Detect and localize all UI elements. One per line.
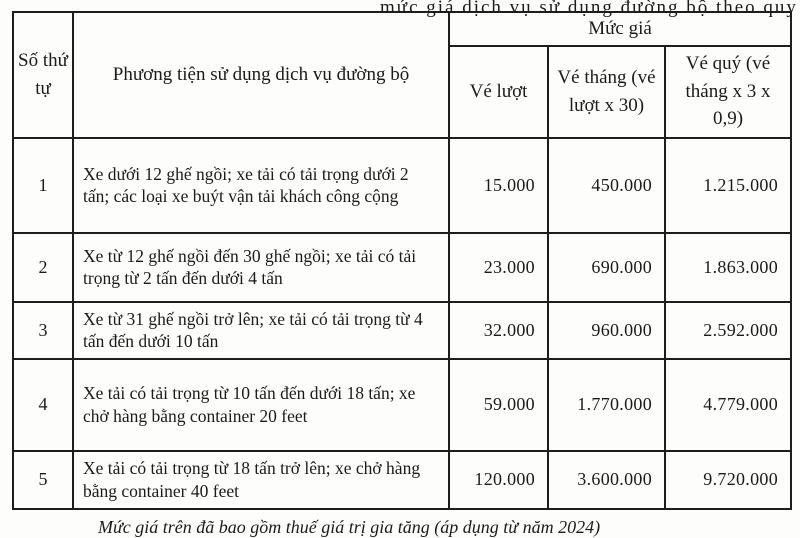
table-row (13, 233, 791, 302)
cell-vehicle-description: Xe từ 31 ghế ngồi trở lên; xe tải có tải trọng từ 4 tấn đến dưới 10 tấn (73, 302, 449, 359)
cell-vehicle-description: Xe từ 12 ghế ngồi đến 30 ghế ngồi; xe tải có tải trọng từ 2 tấn đến dưới 4 tấn (73, 233, 449, 302)
cell-price-per-trip: 23.000 (449, 233, 548, 302)
cell-price-monthly: 690.000 (548, 233, 665, 302)
cell-vehicle-description: Xe tải có tải trọng từ 18 tấn trở lên; xe chở hàng bằng container 40 feet (73, 451, 449, 509)
cell-price-per-trip: 59.000 (449, 359, 548, 451)
header-ve-luot: Vé lượt (449, 46, 548, 138)
header-ve-quy: Vé quý (vé tháng x 3 x 0,9) (665, 46, 791, 138)
cell-price-per-trip: 15.000 (449, 138, 548, 233)
cell-vehicle-description: Xe dưới 12 ghế ngồi; xe tải có tải trọng dưới 2 tấn; các loại xe buýt vận tải khách công cộng (73, 138, 449, 233)
cell-price-quarterly: 2.592.000 (665, 302, 791, 359)
header-muc-gia: Mức giá (449, 12, 791, 46)
clipped-text-line-top (380, 0, 798, 18)
cell-price-quarterly: 4.779.000 (665, 359, 791, 451)
cell-price-per-trip: 32.000 (449, 302, 548, 359)
cell-price-monthly: 960.000 (548, 302, 665, 359)
cell-vehicle-description: Xe tải có tải trọng từ 10 tấn đến dưới 18 tấn; xe chở hàng bằng container 20 feet (73, 359, 449, 451)
clipped-text-top-content: mức giá dịch vụ sử dụng đường bộ theo quy (380, 0, 798, 18)
table-row (13, 138, 791, 233)
cell-price-quarterly: 9.720.000 (665, 451, 791, 509)
cell-row-number: 1 (13, 138, 73, 233)
cell-row-number: 5 (13, 451, 73, 509)
table-row (13, 359, 791, 451)
toll-price-table (12, 11, 792, 510)
cell-price-monthly: 450.000 (548, 138, 665, 233)
clipped-footnote-content: Mức giá trên đã bao gồm thuế giá trị gia tăng (áp dụng từ năm 2024) (98, 517, 601, 537)
cell-price-per-trip: 120.000 (449, 451, 548, 509)
cell-row-number: 4 (13, 359, 73, 451)
cell-row-number: 3 (13, 302, 73, 359)
table-row (13, 302, 791, 359)
clipped-footnote-line (98, 517, 758, 537)
cell-price-monthly: 3.600.000 (548, 451, 665, 509)
cell-row-number: 2 (13, 233, 73, 302)
cell-price-quarterly: 1.215.000 (665, 138, 791, 233)
header-phuong-tien: Phương tiện sử dụng dịch vụ đường bộ (73, 12, 449, 138)
header-so-thu-tu: Số thứ tự (13, 12, 73, 138)
cell-price-monthly: 1.770.000 (548, 359, 665, 451)
header-ve-thang: Vé tháng (vé lượt x 30) (548, 46, 665, 138)
cell-price-quarterly: 1.863.000 (665, 233, 791, 302)
table-row (13, 451, 791, 509)
header-row-group (13, 12, 791, 46)
